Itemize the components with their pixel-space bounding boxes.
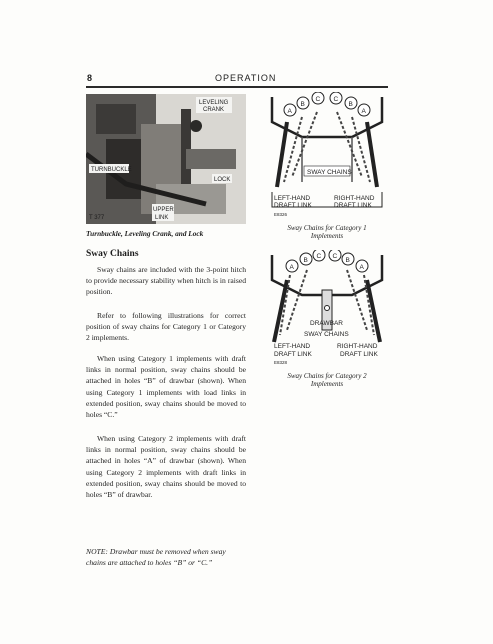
- drawbar-label: DRAWBAR: [310, 320, 343, 327]
- hole-label: C: [315, 96, 321, 103]
- photo-code: T 377: [89, 215, 105, 221]
- diagram1-caption-line2: Implements: [310, 232, 344, 240]
- leveling-crank-label-2: CRANK: [203, 107, 225, 113]
- diagram1-caption-line1: Sway Chains for Category 1: [287, 224, 367, 232]
- diagram-code: E8328: [274, 360, 288, 365]
- header-rule: [86, 86, 388, 88]
- paragraph-text: When using Category 2 implements with draft links in normal position, sway chains should be attached in holes “A” of drawbar (shown). When using Category 2 implements with draft links in extended position, sway chains should be moved to holes “B” of drawbar.: [86, 434, 246, 500]
- sway-chains-label: SWAY CHAINS: [307, 169, 352, 176]
- upper-link-label-2: LINK: [155, 215, 169, 221]
- hole-label: A: [359, 264, 364, 271]
- hole-label: A: [361, 108, 366, 115]
- sway-chain-diagram-category-2: [262, 250, 392, 370]
- right-link-label-2: DRAFT LINK: [340, 351, 378, 358]
- paragraph-2: [86, 310, 246, 344]
- turnbuckle-photo: [86, 94, 246, 224]
- note: NOTE: Drawbar must be removed when sway chains are attached to holes “B” or “C.”: [86, 547, 226, 568]
- paragraph-text: Refer to following illustrations for correct position of sway chains for Category 1 or Category 2 implements.: [86, 311, 246, 343]
- section-title: Sway Chains: [86, 249, 139, 259]
- hole-label: B: [300, 101, 305, 108]
- left-link-label-2: DRAFT LINK: [274, 351, 312, 358]
- page-number: 8: [87, 73, 93, 83]
- diagram1-caption: [262, 224, 392, 240]
- hole-label: C: [333, 96, 339, 103]
- sway-chain-diagram-category-1: [262, 92, 392, 220]
- paragraph-text: When using Category 1 implements with draft links in normal position, sway chains should be attached in holes “B” of drawbar (shown). When using Category 1 implements with load links in extended position, sway chains should be moved to holes “C.”: [86, 354, 246, 420]
- hole-label: B: [303, 257, 308, 264]
- hole-label: A: [289, 264, 294, 271]
- left-link-label: LEFT-HAND: [274, 343, 311, 350]
- hole-label: B: [348, 101, 353, 108]
- hole-labels: [284, 92, 370, 116]
- upper-link-label: UPPER: [153, 207, 174, 213]
- diagram-code: E8326: [274, 212, 288, 217]
- right-link-label: RIGHT-HAND: [334, 195, 375, 202]
- left-link-label: LEFT-HAND: [274, 195, 311, 202]
- lock-label: LOCK: [214, 177, 231, 183]
- right-link-label-2: DRAFT LINK: [334, 202, 372, 209]
- hole-label: C: [316, 253, 322, 260]
- paragraph-4: [86, 433, 246, 500]
- hole-label: A: [287, 108, 292, 115]
- right-link-label: RIGHT-HAND: [337, 343, 378, 350]
- sway-chains-label: SWAY CHAINS: [304, 331, 349, 338]
- left-link-label-2: DRAFT LINK: [274, 202, 312, 209]
- paragraph-3: [86, 353, 246, 420]
- turnbuckle-label: TURNBUCKLE: [91, 167, 132, 173]
- diagram2-caption-line1: Sway Chains for Category 2: [287, 372, 367, 380]
- hole-label: B: [345, 257, 350, 264]
- diagram2-caption-line2: Implements: [310, 380, 344, 388]
- leveling-crank-label: LEVELING: [199, 100, 229, 106]
- diagram2-caption: [262, 372, 392, 388]
- hole-labels: [286, 250, 368, 272]
- paragraph-text: Sway chains are included with the 3-point hitch to provide necessary stability when hitch is in raised position.: [86, 265, 246, 297]
- paragraph-1: [86, 264, 246, 298]
- photo-caption: Turnbuckle, Leveling Crank, and Lock: [86, 229, 204, 238]
- running-head: OPERATION: [215, 73, 277, 83]
- hole-label: C: [332, 253, 338, 260]
